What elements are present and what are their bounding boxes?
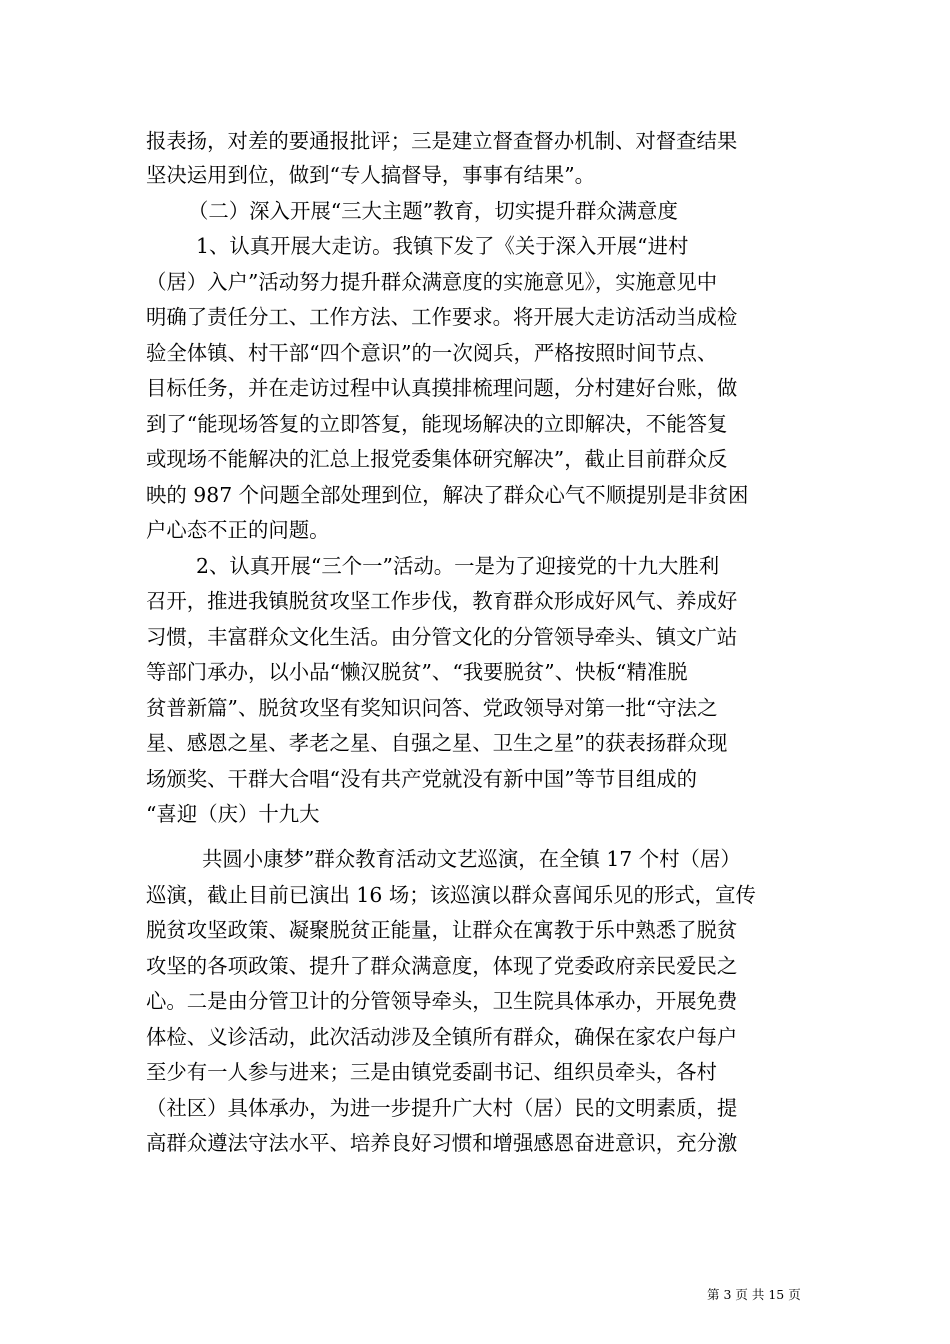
body-text-line: 巡演，截止目前已演出 16 场；该巡演以群众喜闻乐见的形式，宣传: [146, 883, 756, 907]
body-text-line: 或现场不能解决的汇总上报党委集体研究解决”，截止目前群众反: [146, 447, 728, 471]
body-text-line: 场颁奖、干群大合唱“没有共产党就没有新中国”等节目组成的: [146, 767, 698, 791]
body-text-line: 习惯，丰富群众文化生活。由分管文化的分管领导牵头、镇文广站: [146, 625, 738, 649]
paragraph-first-line: 2、认真开展“三个一”活动。一是为了迎接党的十九大胜利: [196, 554, 720, 578]
body-text-line: “喜迎（庆）十九大: [146, 802, 320, 826]
body-text-line: （社区）具体承办，为进一步提升广大村（居）民的文明素质，提: [146, 1096, 738, 1120]
paragraph-first-line: 共圆小康梦”群众教育活动文艺巡演，在全镇 17 个村（居）: [202, 847, 741, 871]
body-text-line: 攻坚的各项政策、提升了群众满意度，体现了党委政府亲民爱民之: [146, 954, 738, 978]
body-text-line: 户心态不正的问题。: [146, 518, 330, 542]
body-text-line: 坚决运用到位，做到“专人搞督导，事事有结果”。: [146, 163, 596, 187]
body-text-line: 脱贫攻坚政策、凝聚脱贫正能量，让群众在寓教于乐中熟悉了脱贫: [146, 918, 738, 942]
body-text-line: 等部门承办，以小品“懒汉脱贫”、“我要脱贫”、快板“精准脱: [146, 660, 688, 684]
body-text-line: 心。二是由分管卫计的分管领导牵头，卫生院具体承办，开展免费: [146, 989, 738, 1013]
body-text-line: 明确了责任分工、工作方法、工作要求。将开展大走访活动当成检: [146, 305, 738, 329]
body-text-line: 映的 987 个问题全部处理到位，解决了群众心气不顺提别是非贫困: [146, 483, 749, 507]
body-text-line: 至少有一人参与进来；三是由镇党委副书记、组织员牵头，各村: [146, 1060, 717, 1084]
body-text-line: 星、感恩之星、孝老之星、自强之星、卫生之星”的获表扬群众现: [146, 731, 728, 755]
body-text-line: 报表扬，对差的要通报批评；三是建立督查督办机制、对督查结果: [146, 129, 738, 153]
body-text-line: （居）入户”活动努力提升群众满意度的实施意见》，实施意见中: [146, 270, 718, 294]
body-text-line: 高群众遵法守法水平、培养良好习惯和增强感恩奋进意识，充分激: [146, 1131, 738, 1155]
body-text-line: 召开，推进我镇脱贫攻坚工作步伐，教育群众形成好风气、养成好: [146, 589, 738, 613]
body-text-line: 到了“能现场答复的立即答复，能现场解决的立即解决，不能答复: [146, 412, 728, 436]
section-heading: （二）深入开展“三大主题”教育，切实提升群众满意度: [188, 199, 678, 223]
body-text-line: 贫普新篇”、脱贫攻坚有奖知识问答、党政领导对第一批“守法之: [146, 696, 718, 720]
body-text-line: 验全体镇、村干部“四个意识”的一次阅兵，严格按照时间节点、: [146, 341, 718, 365]
page-number: 第 3 页 共 15 页: [707, 1287, 801, 1302]
body-text-line: 目标任务，并在走访过程中认真摸排梳理问题，分村建好台账，做: [146, 376, 738, 400]
paragraph-first-line: 1、认真开展大走访。我镇下发了《关于深入开展“进村: [196, 234, 689, 258]
body-text-line: 体检、义诊活动，此次活动涉及全镇所有群众，确保在家农户每户: [146, 1025, 738, 1049]
